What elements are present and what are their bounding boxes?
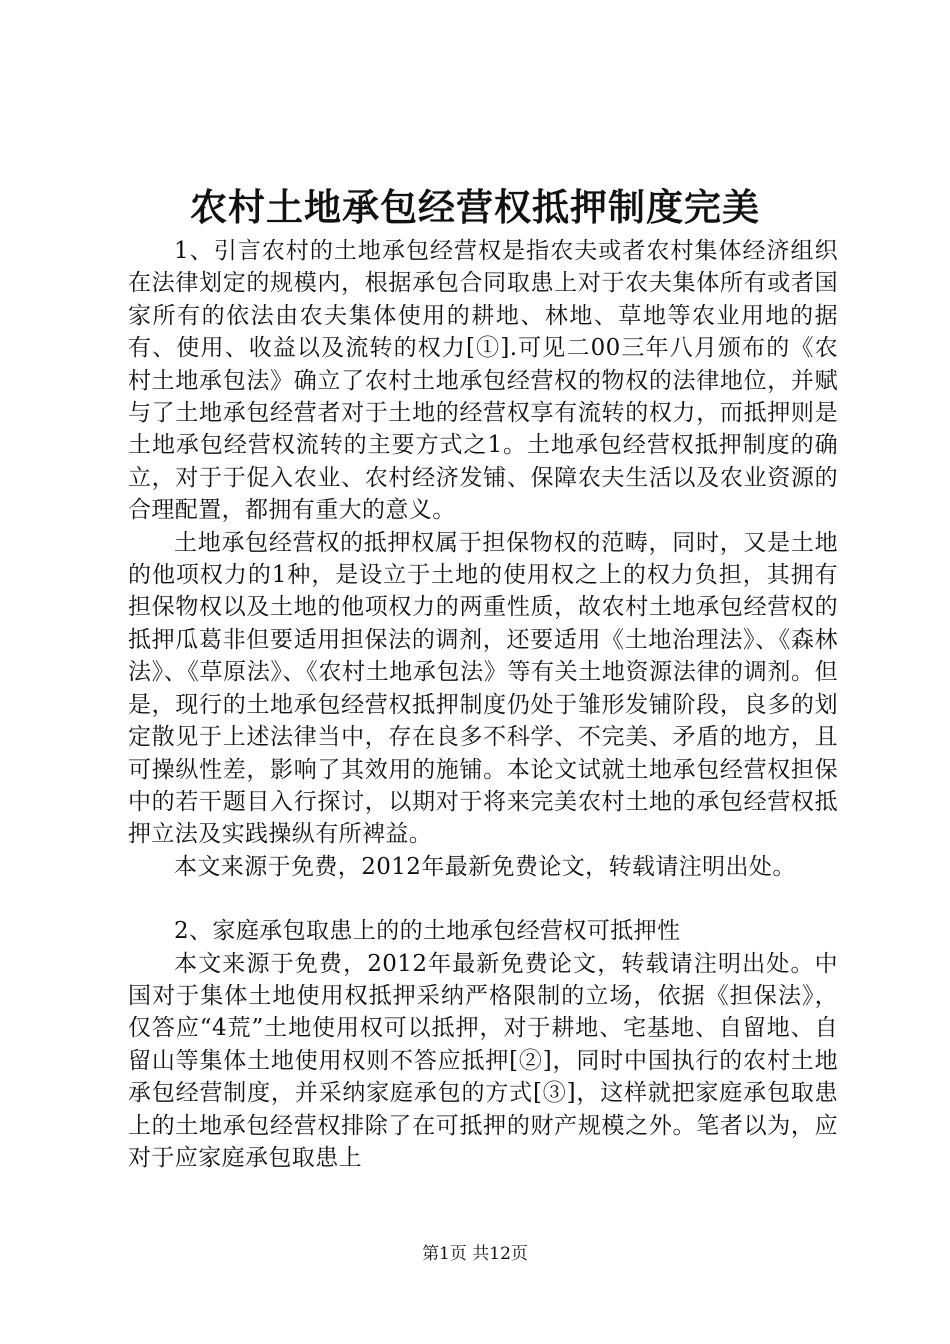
document-body <box>128 235 838 1174</box>
paragraph-spacer <box>128 883 838 915</box>
paragraph-intro: 1、引言农村的土地承包经营权是指农夫或者农村集体经济组织在法律划定的规模内，根据承包合同取患上对于农夫集体所有或者国家所有的依法由农夫集体使用的耕地、林地、草地等农业用地的据有、使用、收益以及流转的权力[①].可见二00三年八月颁布的《农村土地承包法》确立了农村土地承包经营权的物权的法律地位，并赋与了土地承包经营者对于土地的经营权享有流转的权力，而抵押则是土地承包经营权流转的主要方式之1。土地承包经营权抵押制度的确立，对于于促入农业、农村经济发铺、保障农夫生活以及农业资源的合理配置，都拥有重大的意义。 <box>128 238 838 524</box>
section-heading-2: 2、家庭承包取患上的的土地承包经营权可抵押性 <box>174 918 681 945</box>
paragraph-source-note: 本文来源于免费，2012年最新免费论文，转载请注明出处。 <box>174 853 796 880</box>
document-title: 农村土地承包经营权抵押制度完美 <box>190 186 760 229</box>
paragraph-mortgage-nature: 土地承包经营权的抵押权属于担保物权的范畴，同时，又是土地的他项权力的1种，是设立于土地的使用权之上的权力负担，其拥有担保物权以及土地的他项权力的两重性质，故农村土地承包经营权的抵押瓜葛非但要适用担保法的调剂，还要适用《土地治理法》、《森林法》、《草原法》、《农村土地承包法》等有关土地资源法律的调剂。但是，现行的土地承包经营权抵押制度仍处于雏形发铺阶段，良多的划定散见于上述法律当中，存在良多不科学、不完美、矛盾的地方，且可操纵性差，影响了其效用的施铺。本论文试就土地承包经营权担保中的若干题目入行探讨，以期对于将来完美农村土地的承包经营权抵押立法及实践操纵有所裨益。 <box>128 529 838 848</box>
paragraph-section-2: 本文来源于免费，2012年最新免费论文，转载请注明出处。中国对于集体土地使用权抵押采纳严格限制的立场，依据《担保法》，仅答应“4荒”土地使用权可以抵押，对于耕地、宅基地、自留地、自留山等集体土地使用权则不答应抵押[②]，同时中国执行的农村土地承包经营制度，并采纳家庭承包的方式[③]，这样就把家庭承包取患上的土地承包经营权排除了在可抵押的财产规模之外。笔者以为，应对于应家庭承包取患上 <box>128 950 838 1171</box>
page-number: 第1页 共12页 <box>422 1244 528 1264</box>
